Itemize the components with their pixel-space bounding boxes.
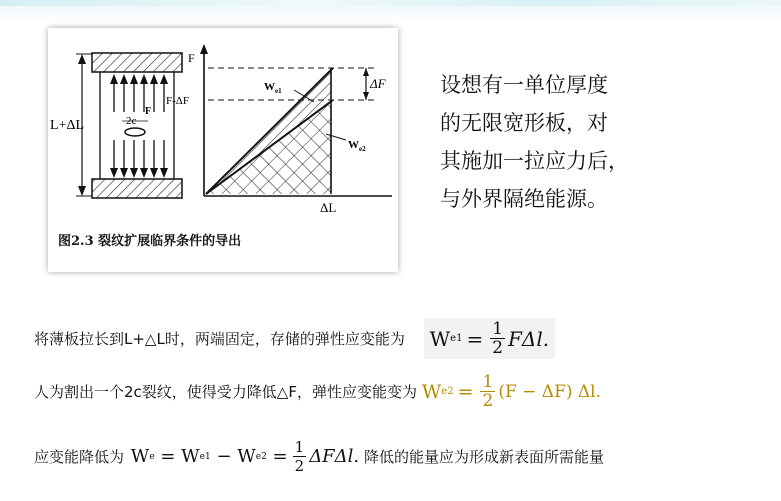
formula-we-sub-c: e2: [255, 451, 267, 462]
statement-1-text: 将薄板拉长到L+△L时，两端固定，存储的弹性应变能为: [34, 330, 405, 348]
svg-text:We2: [348, 139, 366, 153]
paragraph-line-2: 的无限宽形板，对: [440, 111, 608, 135]
paragraph-line-1: 设想有一单位厚度: [440, 73, 608, 97]
f-minus-df-label: F-ΔF: [166, 95, 189, 107]
statement-3-after: 降低的能量应为形成新表面所需能量: [363, 448, 604, 466]
formula-we2-w: W: [421, 380, 442, 403]
formula-we1-eq: =: [466, 326, 484, 351]
crack-ellipse: [125, 128, 145, 136]
crack-length-label: 2c: [126, 115, 137, 127]
delta-f-label: ΔF: [370, 76, 386, 91]
formula-we2-sub: e2: [441, 386, 454, 397]
statement-2-text: 人为割出一个2c裂纹，使得受力降低△F，弹性应变能变为: [34, 383, 417, 401]
formula-we2-tail: (F − ΔF) Δl.: [498, 381, 602, 402]
formula-we-a: W: [130, 446, 150, 467]
formula-we1-sub: e1: [450, 333, 463, 344]
svg-text:We1: [264, 81, 282, 95]
we1-label: W: [264, 81, 275, 93]
formula-we: [131, 438, 359, 475]
paragraph-line-3: 其施加一拉应力后，: [440, 149, 629, 173]
description-paragraph: [440, 66, 760, 218]
figure-card: [48, 28, 398, 272]
top-clamp: [92, 53, 182, 72]
formula-we1-w: W: [429, 326, 451, 351]
formula-we-c: − W: [210, 446, 256, 467]
formula-we-den: 2: [294, 457, 305, 475]
formula-we1-den: 2: [492, 338, 504, 358]
formula-we2: [422, 373, 601, 410]
we1-sub: e1: [275, 87, 282, 95]
statement-3-text: 应变能降低为: [34, 448, 125, 466]
formula-we-sub-b: e1: [199, 451, 211, 462]
formula-we2-den: 2: [482, 391, 494, 411]
length-label: L+ΔL: [50, 118, 85, 133]
formula-we1: [424, 318, 556, 359]
delta-l-label: ΔL: [320, 200, 337, 215]
axis-f-label: F: [188, 51, 195, 65]
statement-3: [34, 438, 604, 475]
formula-we1-num: 1: [492, 319, 504, 339]
top-decorative-band: [0, 0, 781, 22]
formula-we-num: 1: [294, 438, 305, 456]
we2-sub: e2: [359, 145, 366, 153]
formula-we2-num: 1: [482, 372, 494, 392]
figure-caption: 图2.3 裂纹扩展临界条件的导出: [58, 234, 242, 249]
formula-we-tail: ΔFΔl.: [309, 446, 360, 467]
statement-1: [34, 318, 555, 359]
formula-we-b: = W: [154, 446, 200, 467]
force-label-plate: F: [145, 106, 152, 117]
paragraph-line-4: 与外界隔绝能源。: [440, 187, 608, 211]
statement-2: [34, 373, 601, 410]
formula-we2-eq: =: [457, 380, 474, 403]
formula-we1-tail: FΔl.: [508, 326, 550, 351]
formula-we-sub-a: e: [149, 451, 155, 462]
formula-we-eq: =: [266, 446, 288, 467]
we2-label: W: [348, 139, 359, 151]
bottom-clamp: [92, 179, 182, 198]
